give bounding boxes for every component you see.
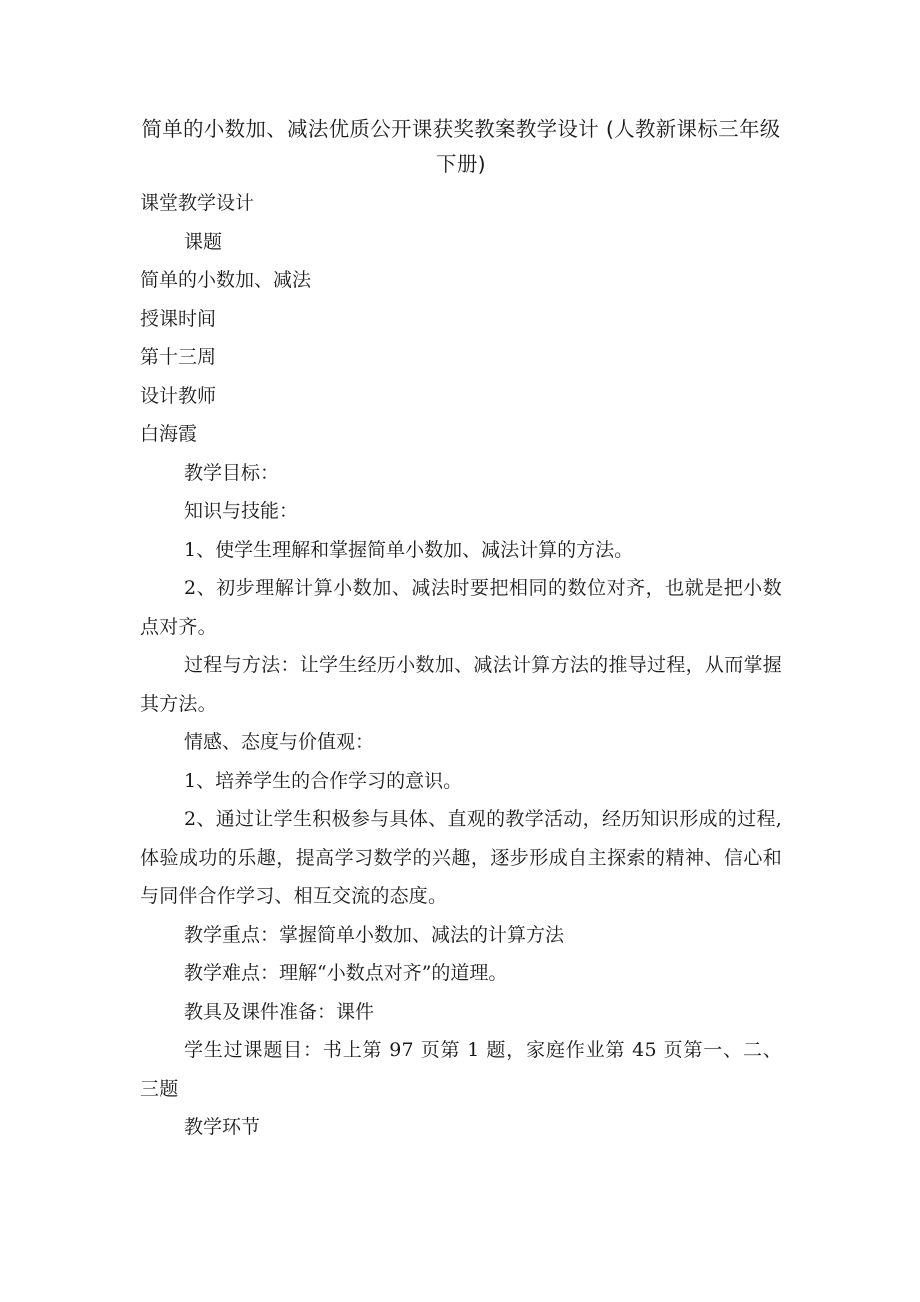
document-line: 课堂教学设计 bbox=[140, 192, 255, 214]
document-line: 教学难点：理解“小数点对齐”的道理。 bbox=[184, 962, 508, 984]
document-line: 2、初步理解计算小数加、减法时要把相同的数位对齐，也就是把小数点对齐。 bbox=[140, 577, 782, 638]
document-line: 教学重点：掌握简单小数加、减法的计算方法 bbox=[184, 923, 565, 946]
document-line: 教具及课件准备：课件 bbox=[184, 1000, 375, 1023]
document-line: 2、通过让学生积极参与具体、直观的教学活动，经历知识形成的过程,体验成功的乐趣，提高学习数学的兴趣，逐步形成自主探索的精神、信心和与同伴合作学习、相互交流的态度。 bbox=[140, 808, 782, 907]
document-line: 授课时间 bbox=[140, 307, 217, 330]
document-line: 情感、态度与价值观： bbox=[184, 731, 375, 753]
document-line: 设计教师 bbox=[140, 384, 217, 407]
document-page bbox=[140, 112, 782, 1147]
document-line: 过程与方法：让学生经历小数加、减法计算方法的推导过程，从而掌握其方法。 bbox=[140, 654, 782, 715]
document-body bbox=[140, 184, 782, 1147]
document-line: 教学目标： bbox=[184, 461, 280, 484]
document-title: 简单的小数加、减法优质公开课获奖教案教学设计 (人教新课标三年级下册) bbox=[141, 117, 781, 176]
document-line: 1、培养学生的合作学习的意识。 bbox=[184, 769, 463, 792]
document-line: 知识与技能： bbox=[184, 500, 299, 522]
document-line: 课题 bbox=[184, 230, 223, 253]
document-line: 白海霞 bbox=[140, 423, 198, 445]
document-line: 学生过课题目：书上第 97 页第 1 题，家庭作业第 45 页第一、二、三题 bbox=[140, 1039, 782, 1100]
document-line: 第十三周 bbox=[140, 346, 217, 368]
document-line: 教学环节 bbox=[184, 1116, 261, 1138]
document-line: 简单的小数加、减法 bbox=[140, 269, 312, 291]
document-line: 1、使学生理解和掌握简单小数加、减法计算的方法。 bbox=[184, 538, 634, 561]
